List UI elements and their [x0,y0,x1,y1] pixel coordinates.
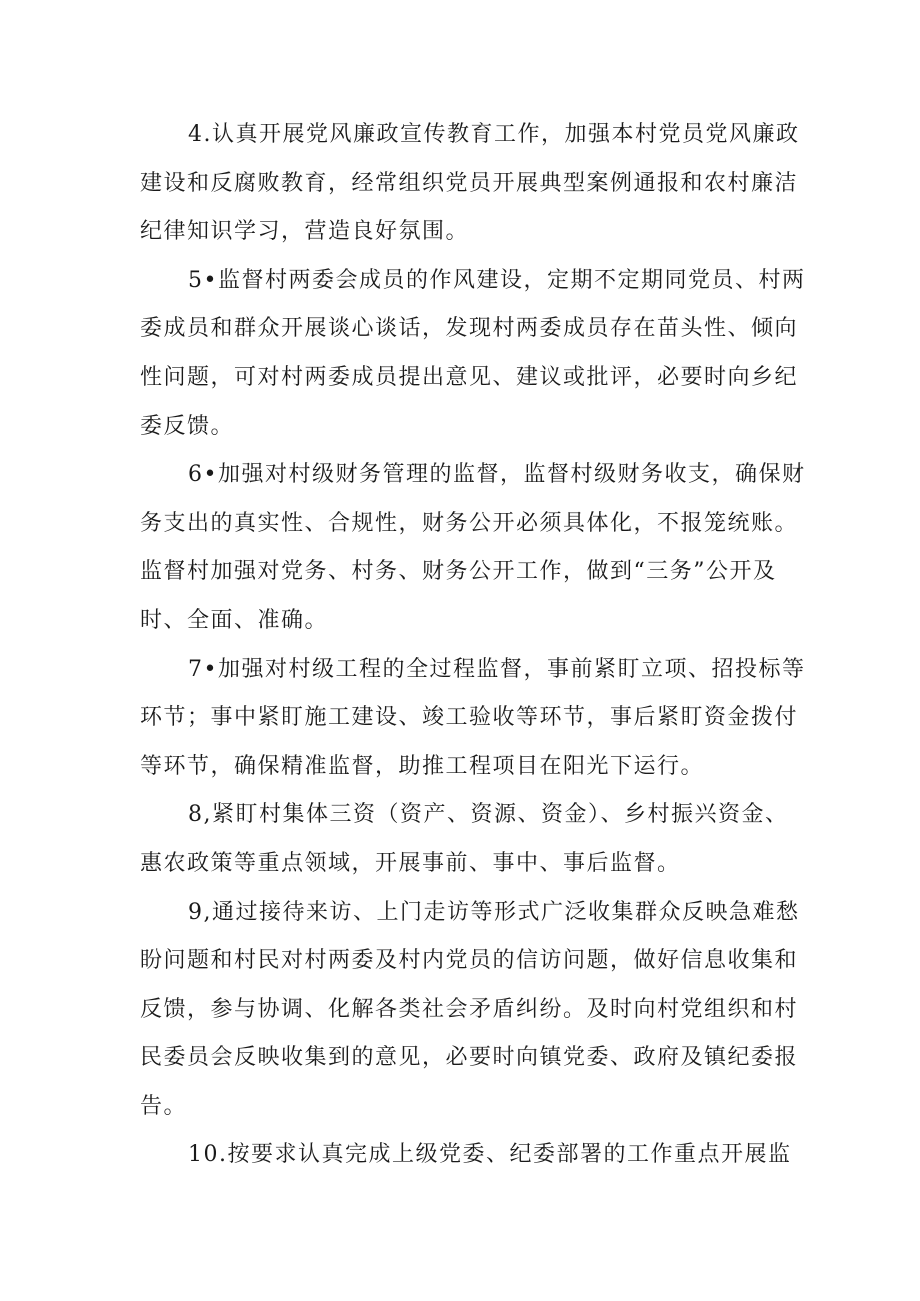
paragraph-line: 5•监督村两委会成员的作风建设，定期不定期同党员、村两 [188,267,806,293]
paragraph-line: 纪律知识学习，营造良好氛围。 [140,219,470,245]
paragraph-line: 务支出的真实性、合规性，财务公开必须具体化，不报笼统账。 [140,510,799,536]
paragraph-item-10 [140,1131,790,1180]
paragraph-line: 建设和反腐败教育，经常组织党员开展典型案例通报和农村廉洁 [140,170,799,196]
paragraph-line: 委反馈。 [140,413,235,439]
paragraph-line: 监督村加强对党务、村务、财务公开工作，做到“三务”公开及 [140,559,777,585]
paragraph-line: 等环节，确保精准监督，助推工程项目在阳光下运行。 [140,753,705,779]
paragraph-line: 9,通过接待来访、上门走访等形式广泛收集群众反映急难愁 [188,899,800,925]
paragraph-item-8 [140,791,790,888]
paragraph-line: 4.认真开展党风廉政宣传教育工作，加强本村党员党风廉政 [188,122,800,147]
paragraph-line: 民委员会反映收集到的意见，必要时向镇党委、政府及镇纪委报 [140,1045,799,1071]
document-body [140,111,806,1180]
paragraph-line: 惠农政策等重点领域，开展事前、事中、事后监督。 [140,850,681,876]
paragraph-line: 盼问题和村民对村两委及村内党员的信访问题，做好信息收集和 [140,948,799,974]
paragraph-item-7 [140,646,806,792]
paragraph-line: 6•加强对村级财务管理的监督，监督村级财务收支，确保财 [188,462,806,488]
paragraph-line: 8,紧盯村集体三资（资产、资源、资金）、乡村振兴资金、 [188,802,789,828]
paragraph-line: 时、全面、准确。 [140,607,329,633]
paragraph-line: 委成员和群众开展谈心谈话，发现村两委成员存在苗头性、倾向 [140,316,799,342]
paragraph-item-6 [140,451,806,645]
paragraph-line: 反馈，参与协调、化解各类社会矛盾纠纷。及时向村党组织和村 [140,996,799,1022]
paragraph-item-5 [140,257,806,451]
paragraph-item-4 [140,111,800,257]
paragraph-line: 告。 [140,1093,188,1119]
paragraph-item-9 [140,889,800,1132]
paragraph-line: 环节；事中紧盯施工建设、竣工验收等环节，事后紧盯资金拨付 [140,705,799,731]
paragraph-line: 10.按要求认真完成上级党委、纪委部署的工作重点开展监 [188,1142,792,1168]
paragraph-line: 7•加强对村级工程的全过程监督，事前紧盯立项、招投标等 [188,656,806,682]
paragraph-line: 性问题，可对村两委成员提出意见、建议或批评，必要时向乡纪 [140,364,799,390]
